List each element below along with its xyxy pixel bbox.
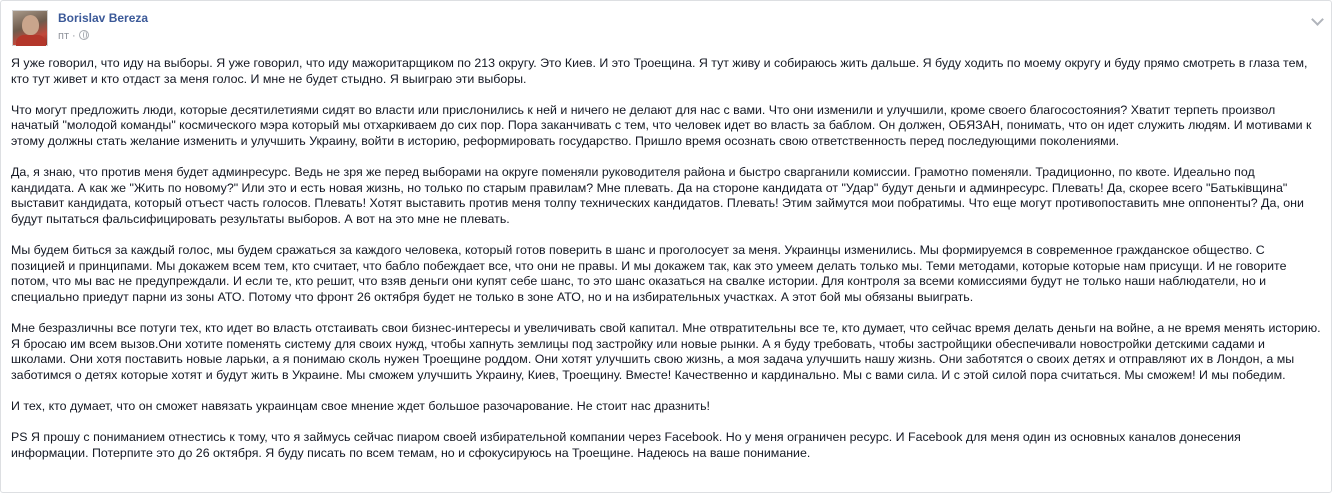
globe-icon[interactable] <box>79 30 89 40</box>
post-paragraph: Что могут предложить люди, которые десятилетиями сидят во власти или прислонились к ней и ничего не делают для нас с вами. Что они изменили и улучшили, кроме своего благосостояния? Хватит терпеть произвол начатый "молодой команды" космического мэра который мы отхаркиваем до сих пор. Пора заканчивать с тем, что человек идет во власть за баблом. Он должен, ОБЯЗАН, понимать, что он идет служить людям. И мотивами к этому должны стать желание изменить и улучшить Украину, войти в историю, реформировать государство. Пришло время осознать свою ответственность перед последующими поколениями. <box>11 102 1312 148</box>
avatar-shirt <box>16 35 46 46</box>
post-paragraph: Мы будем биться за каждый голос, мы будем сражаться за каждого человека, который готов поверить в шанс и проголосует за меня. Украинцы изменились. Мы формируемся в современное гражданское общество. С позицией и принципами. Мы докажем всем тем, кто считает, что бабло побеждает все, что они не правы. И мы докажем так, как это умеем делать только мы. Теми методами, которые которые нам присущи. И не говорите потом, что мы вас не предупреждали. И если те, кто решит, что взяв деньги они купят себе шанс, то это шанс оказаться на свалке истории. Для контроля за всеми комиссиями будут не только наши наблюдатели, но и специально приедут парни из зоны АТО. Потому что фронт 26 октября будет не только в зоне АТО, но и на избирательных участках. А этот бой мы обязаны выиграть. <box>11 243 1287 304</box>
avatar-face <box>22 15 39 35</box>
chevron-down-icon[interactable] <box>1311 13 1324 26</box>
post-paragraph: Мне безразличны все потуги тех, кто идет во власть отстаивать свои бизнес-интересы и увеличивать свой капитал. Мне отвратительны все те, кто думает, что сейчас время делать деньги на войне, а не время менять историю. Я бросаю им всем вызов.Они хотите поменять систему для своих нужд, чтобы хапнуть землицы под застройку или новые рынки. А я буду требовать, чтобы застройщики обеспечивали новостройки детскими садами и школами. Они хотя поставить новые ларьки, а я понимаю сколь нужен Троещине роддом. Они хотят улучшить свою жизнь, а моя задача улучшить нашу жизнь. Они заботятся о своих детях и отправляют их в Лондон, а мы заботимся о детях которые хотят и будут жить в Украине. Мы сможем улучшить Украину, Киев, Троещину. Вместе! Качественно и кардинально. Мы с вами сила. И с этой силой пора считаться. Мы сможем! И мы победим. <box>11 321 1321 382</box>
post-paragraph: Да, я знаю, что против меня будет админресурс. Ведь не зря же перед выборами на округе поменяли руководителя района и быстро сварганили комиссии. Грамотно поменяли. Традиционно, по квоте. Идеально под кандидата. А как же "Жить по новому?" Или это и есть новая жизнь, но только по старым правилам? Мне плевать. Да на стороне кандидата от "Удар" будут деньги и админресурс. Плевать! Да, скорее всего "Батьківщина" выставит кандидата, который отъест часть голосов. Плевать! Хотят выставить против меня толпу технических кандидатов. Плевать! Этим займутся мои побратимы. Что еще могут противопоставить мне оппоненты? Да, они будут пытаться фальсифицировать результаты выборов. А вот на это мне не плевать. <box>11 165 1304 226</box>
post-paragraph: Я уже говорил, что иду на выборы. Я уже говорил, что иду мажоритарщиком по 213 округу. Это Киев. И это Троещина. Я тут живу и собираюсь жить дальше. Я буду ходить по моему округу и буду прямо смотреть в глаза тем, кто тут живет и кто отдаст за меня голос. И мне не будет стыдно. Я выиграю эти выборы. <box>11 56 1308 86</box>
post-paragraph: И тех, кто думает, что он сможет навязать украинцам свое мнение ждет большое разочарование. Не стоит нас дразнить! <box>11 399 711 414</box>
author-avatar[interactable] <box>12 10 48 46</box>
meta-separator: · <box>72 30 76 42</box>
post-meta <box>58 30 89 42</box>
author-name[interactable]: Borislav Bereza <box>58 11 149 25</box>
post-timestamp[interactable]: пт <box>58 30 69 42</box>
post-body <box>11 56 1321 461</box>
post-paragraph: PS Я прошу с пониманием отнестись к тому, что я займусь сейчас пиаром своей избирательной компании через Facebook. Но у меня ограничен ресурс. И Facebook для меня один из основных каналов донесения информации. Потерпите это до 26 октября. Я буду писать по всем темам, но и сфокусируюсь на Троещине. Надеюсь на ваше понимание. <box>11 430 1241 460</box>
